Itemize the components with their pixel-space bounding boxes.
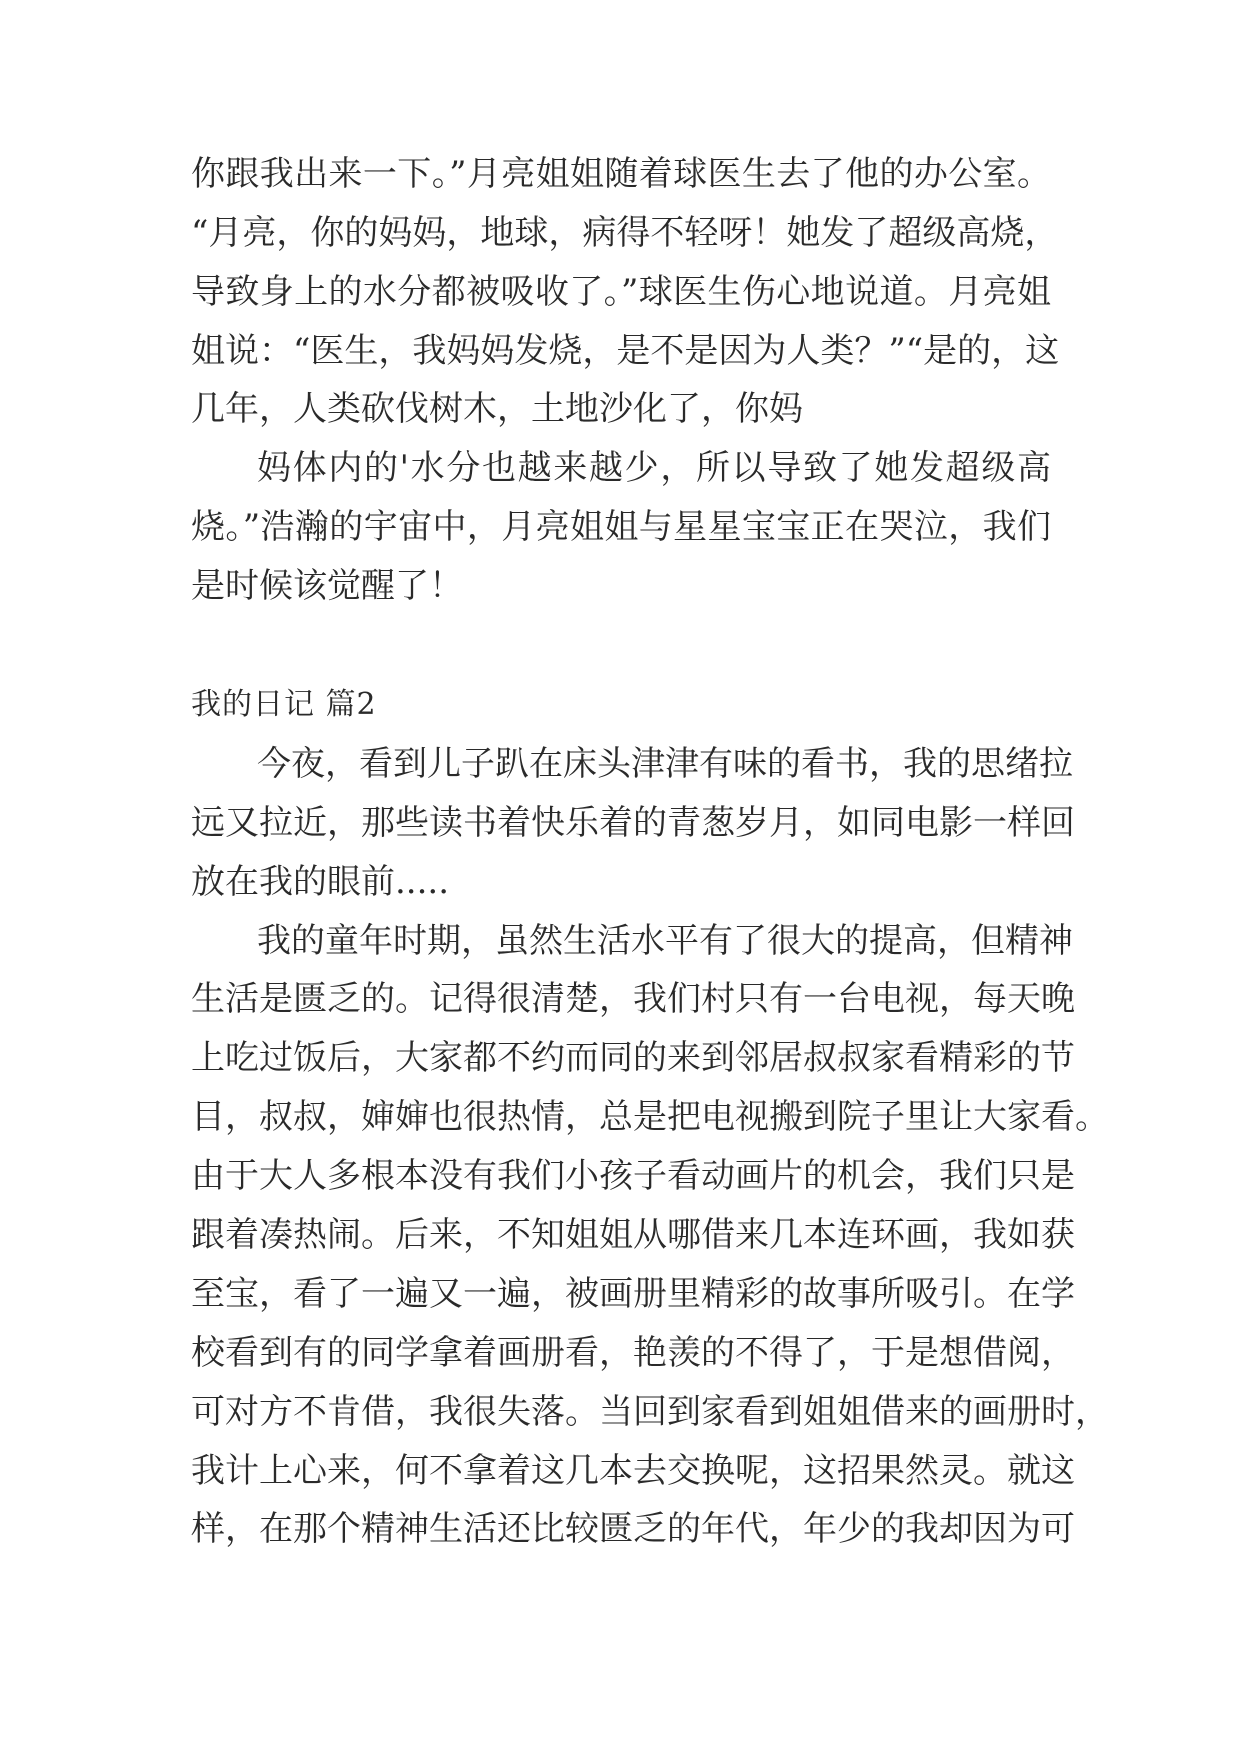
text-line: 是时候该觉醒了！ — [191, 566, 463, 606]
text-line: 目，叔叔，婶婶也很热情，总是把电视搬到院子里让大家看。 — [191, 1097, 1109, 1137]
text-line: 姐说：“医生，我妈妈发烧，是不是因为人类？”“是的，这 — [191, 331, 1060, 371]
text-line: 我的童年时期，虽然生活水平有了很大的提高，但精神 — [257, 921, 1073, 961]
text-line: 样，在那个精神生活还比较匮乏的年代，年少的我却因为可 — [191, 1509, 1075, 1549]
text-line: 烧。”浩瀚的宇宙中，月亮姐姐与星星宝宝正在哭泣，我们 — [191, 507, 1051, 547]
text-line: 远又拉近，那些读书着快乐着的青葱岁月，如同电影一样回 — [191, 803, 1075, 843]
text-line: 几年，人类砍伐树木，土地沙化了，你妈 — [191, 389, 803, 429]
text-line: 你跟我出来一下。”月亮姐姐随着球医生去了他的办公室。 — [191, 154, 1051, 194]
text-line: 今夜，看到儿子趴在床头津津有味的看书，我的思绪拉 — [257, 744, 1073, 784]
text-line: 至宝，看了一遍又一遍，被画册里精彩的故事所吸引。在学 — [191, 1274, 1075, 1314]
text-line: 放在我的眼前..... — [191, 862, 450, 902]
text-line: 由于大人多根本没有我们小孩子看动画片的机会，我们只是 — [191, 1156, 1075, 1196]
text-line: 校看到有的同学拿着画册看，艳羡的不得了，于是想借阅， — [191, 1333, 1075, 1373]
text-line: 妈体内的'水分也越来越少，所以导致了她发超级高 — [257, 448, 1051, 488]
text-line: 导致身上的水分都被吸收了。”球医生伤心地说道。月亮姐 — [191, 272, 1051, 312]
text-line: 可对方不肯借，我很失落。当回到家看到姐姐借来的画册时， — [191, 1392, 1109, 1432]
text-line: 跟着凑热闹。后来，不知姐姐从哪借来几本连环画，我如获 — [191, 1215, 1075, 1255]
section-heading: 我的日记 篇2 — [191, 687, 377, 722]
text-line: “月亮，你的妈妈，地球，病得不轻呀！她发了超级高烧， — [191, 213, 1059, 253]
text-line: 我计上心来，何不拿着这几本去交换呢，这招果然灵。就这 — [191, 1451, 1075, 1491]
text-line: 生活是匮乏的。记得很清楚，我们村只有一台电视，每天晚 — [191, 979, 1075, 1019]
text-line: 上吃过饭后，大家都不约而同的来到邻居叔叔家看精彩的节 — [191, 1038, 1075, 1078]
